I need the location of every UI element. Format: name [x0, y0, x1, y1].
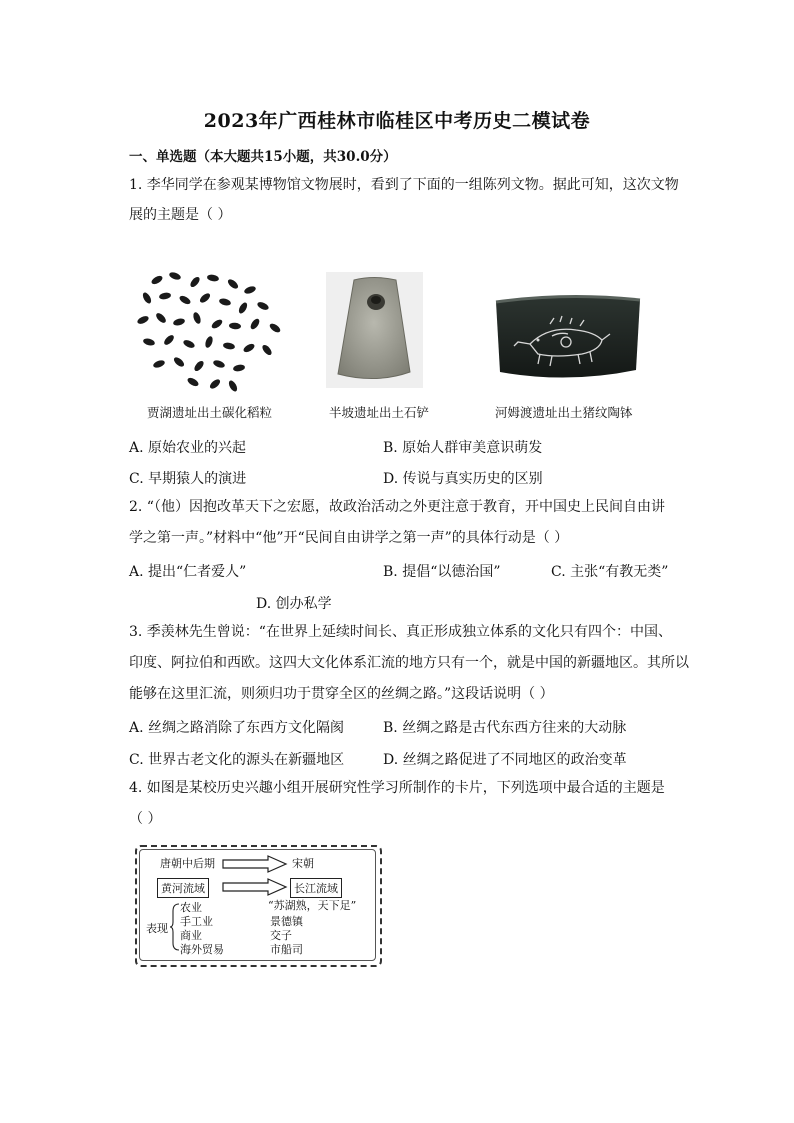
q2-option-a[interactable]: A. 提出“仁者爱人”	[129, 564, 247, 580]
arrow-time-icon	[222, 855, 288, 873]
caption-pig-bowl: 河姆渡遗址出土猪纹陶钵	[495, 405, 633, 420]
card-example-jiaozi: 交子	[270, 929, 292, 942]
card-sector-handicraft: 手工业	[180, 915, 213, 928]
card-sector-commerce: 商业	[180, 929, 202, 942]
card-example-suhu: “苏湖熟，天下足”	[268, 899, 357, 912]
question-3-line-1: 3. 季羡林先生曾说：“在世界上延续时间长、真正形成独立体系的文化只有四个：中国、	[129, 624, 672, 640]
question-4-line-2: （ ）	[129, 811, 162, 827]
q2-option-b[interactable]: B. 提倡“以德治国”	[383, 564, 501, 580]
question-1-line-2: 展的主题是（ ）	[129, 207, 232, 223]
rice-grains-image	[135, 268, 285, 393]
q3-option-c[interactable]: C. 世界古老文化的源头在新疆地区	[129, 752, 345, 768]
card-from-region: 黄河流域	[157, 878, 209, 898]
question-4-line-1: 4. 如图是某校历史兴趣小组开展研究性学习所制作的卡片，下列选项中最合适的主题是	[129, 780, 665, 796]
question-2-line-1: 2. “（他）因抱改革天下之宏愿，故政治活动之外更注意于教育，开中国史上民间自由讲	[129, 499, 665, 515]
caption-stone-shovel: 半坡遗址出土石铲	[329, 405, 430, 420]
card-sector-overseas-trade: 海外贸易	[180, 943, 224, 956]
card-to-time: 宋朝	[292, 857, 314, 870]
stone-shovel-image	[326, 272, 423, 388]
card-sector-agriculture: 农业	[180, 901, 202, 914]
question-1-line-1: 1. 李华同学在参观某博物馆文物展时，看到了下面的一组陈列文物。据此可知，这次文物	[129, 177, 679, 193]
q3-option-d[interactable]: D. 丝绸之路促进了不同地区的政治变革	[383, 752, 627, 768]
page-title: 2023年广西桂林市临桂区中考历史二模试卷	[203, 110, 591, 132]
card-from-time: 唐朝中后期	[160, 857, 215, 870]
caption-rice-grains: 贾湖遗址出土碳化稻粒	[147, 405, 273, 420]
q1-option-d[interactable]: D. 传说与真实历史的区别	[383, 471, 543, 487]
q1-option-b[interactable]: B. 原始人群审美意识萌发	[383, 440, 543, 456]
question-3-line-3: 能够在这里汇流，则须归功于贯穿全区的丝绸之路。”这段话说明（ ）	[129, 686, 554, 702]
q3-option-b[interactable]: B. 丝绸之路是古代东西方往来的大动脉	[383, 720, 627, 736]
q3-option-a[interactable]: A. 丝绸之路消除了东西方文化隔阂	[129, 720, 345, 736]
brace-icon	[170, 903, 180, 951]
question-3-line-2: 印度、阿拉伯和西欧。这四大文化体系汇流的地方只有一个，就是中国的新疆地区。其所以	[129, 655, 689, 671]
q1-option-c[interactable]: C. 早期猿人的演进	[129, 471, 247, 487]
card-example-jingdezhen: 景德镇	[270, 915, 303, 928]
card-example-shibosi: 市船司	[270, 943, 303, 956]
arrow-region-icon	[222, 878, 288, 896]
card-label: 表现	[146, 922, 168, 935]
pig-pattern-bowl-image	[490, 292, 645, 384]
card-to-region: 长江流域	[290, 878, 342, 898]
section-heading: 一、单选题（本大题共15小题，共30.0分）	[129, 149, 397, 165]
q2-option-d[interactable]: D. 创办私学	[256, 596, 332, 612]
q1-option-a[interactable]: A. 原始农业的兴起	[129, 440, 247, 456]
question-2-line-2: 学之第一声。”材料中“他”开“民间自由讲学之第一声”的具体行动是（ ）	[129, 530, 569, 546]
q2-option-c[interactable]: C. 主张“有教无类”	[551, 564, 669, 580]
